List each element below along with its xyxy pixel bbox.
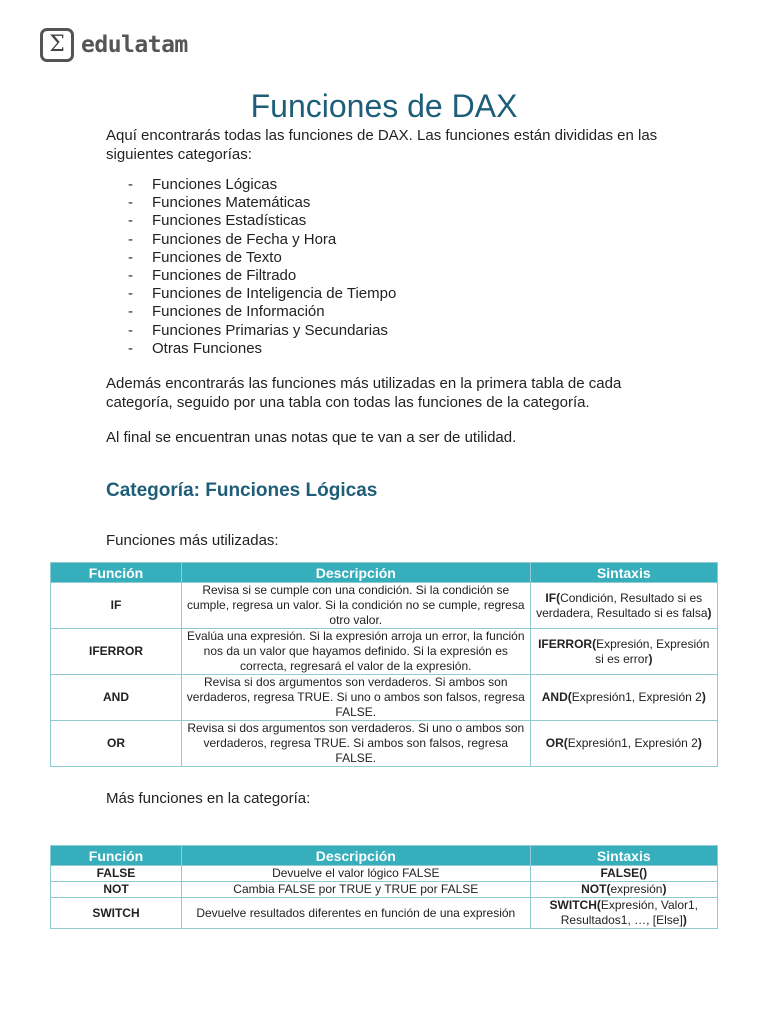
list-item: - Funciones de Filtrado	[128, 267, 396, 285]
table-header-row	[51, 563, 718, 583]
table-row	[51, 675, 718, 721]
table-header-row	[51, 846, 718, 866]
function-syntax: OR(Expresión1, Expresión 2)	[530, 721, 717, 767]
function-description: Revisa si dos argumentos son verdaderos. Si uno o ambos son verdaderos, regresa TRUE. Si ambos son falsos, regresa FALSE.	[181, 721, 530, 767]
page-title: Funciones de DAX	[250, 88, 518, 124]
function-syntax: AND(Expresión1, Expresión 2)	[530, 675, 717, 721]
table-row	[51, 898, 718, 929]
table-row	[51, 583, 718, 629]
list-item: - Funciones de Fecha y Hora	[128, 231, 396, 249]
list-item: - Funciones Primarias y Secundarias	[128, 322, 396, 340]
function-description: Evalúa una expresión. Si la expresión arroja un error, la función nos da un valor que hayamos definido. Si la expresión es correcta, regresará el valor de la expresión.	[181, 629, 530, 675]
intro-paragraph: Aquí encontrarás todas las funciones de DAX. Las funciones están divididas en las siguientes categorías:	[106, 127, 658, 163]
list-item: - Funciones Lógicas	[128, 176, 396, 194]
function-syntax: NOT(expresión)	[530, 882, 717, 898]
table-row	[51, 721, 718, 767]
category-list	[128, 176, 396, 358]
list-item: - Funciones Estadísticas	[128, 212, 396, 230]
function-name: FALSE	[51, 866, 182, 882]
most-used-table	[50, 562, 718, 767]
list-item: - Funciones de Inteligencia de Tiempo	[128, 285, 396, 303]
header-syntax: Sintaxis	[530, 846, 717, 866]
table-row	[51, 629, 718, 675]
description-paragraph: Además encontrarás las funciones más utilizadas en la primera tabla de cada categoría, seguido por una tabla con todas las funciones de la categoría.	[106, 375, 622, 411]
list-item: - Funciones Matemáticas	[128, 194, 396, 212]
header-function: Función	[51, 563, 182, 583]
function-name: NOT	[51, 882, 182, 898]
header-description: Descripción	[181, 846, 530, 866]
most-used-label: Funciones más utilizadas:	[106, 532, 279, 549]
list-item: - Funciones de Texto	[128, 249, 396, 267]
function-description: Revisa si dos argumentos son verdaderos. Si ambos son verdaderos, regresa TRUE. Si uno o ambos son falsos, regresa FALSE.	[181, 675, 530, 721]
logo-text: edulatam	[81, 32, 188, 58]
function-description: Revisa si se cumple con una condición. Si la condición se cumple, regresa un valor. Si la condición no se cumple, regresa otro valor.	[181, 583, 530, 629]
function-syntax: IF(Condición, Resultado si es verdadera, Resultado si es falsa)	[530, 583, 717, 629]
function-name: AND	[51, 675, 182, 721]
sigma-icon: Σ	[40, 28, 74, 62]
function-name: IF	[51, 583, 182, 629]
function-syntax: SWITCH(Expresión, Valor1, Resultados1, …, [Else])	[530, 898, 717, 929]
function-name: SWITCH	[51, 898, 182, 929]
notes-paragraph: Al final se encuentran unas notas que te van a ser de utilidad.	[106, 429, 517, 446]
function-syntax: FALSE()	[530, 866, 717, 882]
more-functions-table	[50, 845, 718, 929]
section-heading: Categoría: Funciones Lógicas	[106, 480, 378, 501]
header-syntax: Sintaxis	[530, 563, 717, 583]
table-row	[51, 866, 718, 882]
function-syntax: IFERROR(Expresión, Expresión si es error)	[530, 629, 717, 675]
list-item: - Otras Funciones	[128, 340, 396, 358]
table-row	[51, 882, 718, 898]
function-description: Cambia FALSE por TRUE y TRUE por FALSE	[181, 882, 530, 898]
function-name: IFERROR	[51, 629, 182, 675]
more-functions-label: Más funciones en la categoría:	[106, 790, 311, 807]
edulatam-logo	[40, 28, 188, 62]
header-description: Descripción	[181, 563, 530, 583]
list-item: - Funciones de Información	[128, 303, 396, 321]
header-function: Función	[51, 846, 182, 866]
function-description: Devuelve el valor lógico FALSE	[181, 866, 530, 882]
function-name: OR	[51, 721, 182, 767]
function-description: Devuelve resultados diferentes en función de una expresión	[181, 898, 530, 929]
